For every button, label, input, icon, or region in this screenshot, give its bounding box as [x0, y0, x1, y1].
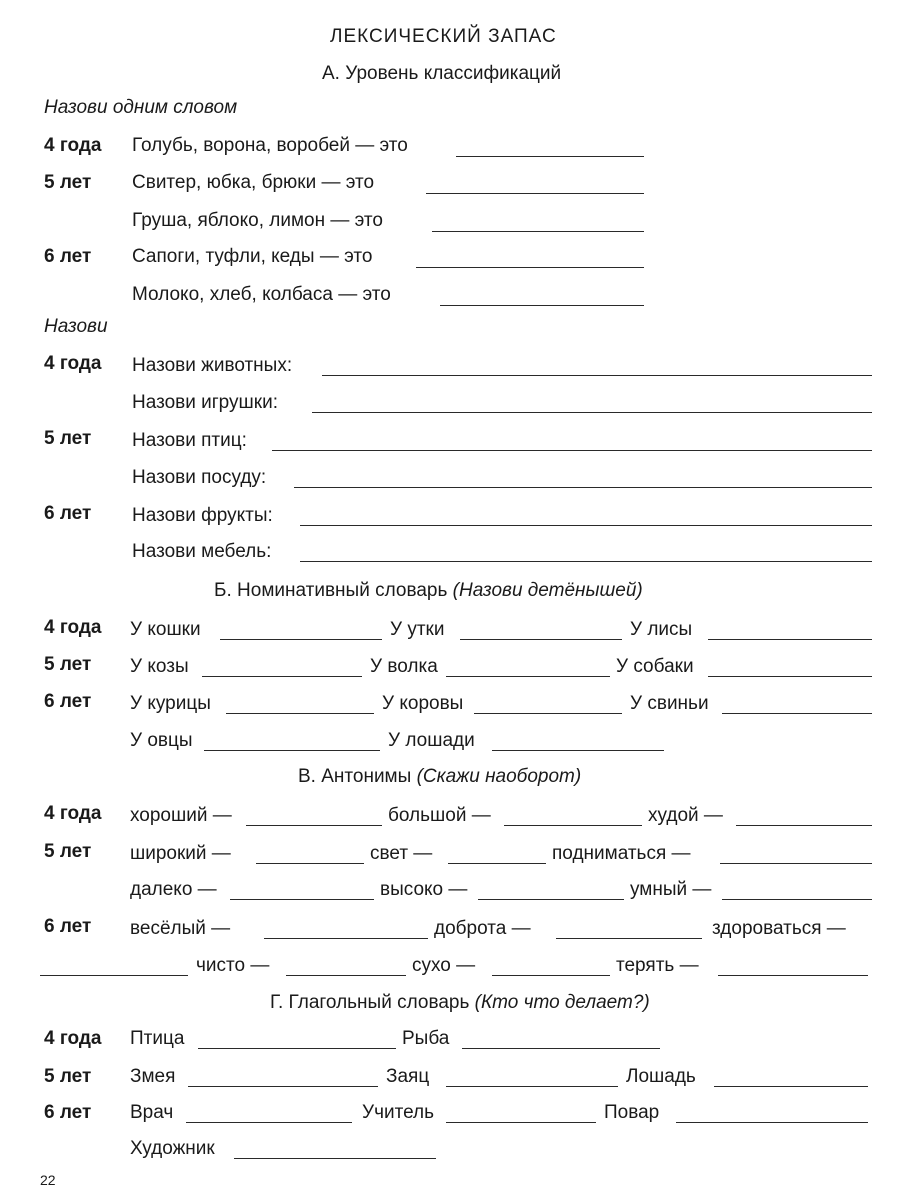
answer-line[interactable]	[300, 525, 872, 526]
prompt-text: Художник	[130, 1138, 215, 1159]
prompt-text: высоко —	[380, 879, 468, 900]
age-label: 6 лет	[44, 246, 92, 267]
prompt-text: У собаки	[616, 656, 694, 677]
age-label: 4 года	[44, 617, 102, 638]
answer-line[interactable]	[676, 1122, 868, 1123]
section-a-subheading-name: Назови	[44, 316, 108, 337]
section-b-heading	[214, 580, 643, 602]
prompt-text: чисто —	[196, 955, 270, 976]
section-a-heading: А. Уровень классификаций	[322, 63, 562, 84]
prompt-text: Назови посуду:	[132, 467, 267, 488]
answer-line[interactable]	[198, 1048, 396, 1049]
prompt-text: У коровы	[382, 693, 464, 714]
prompt-text: Повар	[604, 1102, 660, 1123]
answer-line[interactable]	[234, 1158, 436, 1159]
answer-line[interactable]	[300, 561, 872, 562]
answer-line[interactable]	[456, 156, 644, 157]
answer-line[interactable]	[230, 899, 374, 900]
prompt-text: Назови птиц:	[132, 430, 247, 451]
prompt-text: свет —	[370, 843, 433, 864]
answer-line[interactable]	[460, 639, 622, 640]
answer-line[interactable]	[722, 713, 872, 714]
prompt-text: Змея	[130, 1066, 176, 1087]
section-b-heading-note: (Назови детёнышей)	[452, 580, 643, 601]
age-label: 6 лет	[44, 1102, 92, 1123]
page-title: ЛЕКСИЧЕСКИЙ ЗАПАС	[330, 26, 557, 47]
prompt-text: Назови животных:	[132, 355, 293, 376]
prompt-text: У волка	[370, 656, 438, 677]
prompt-text: Врач	[130, 1102, 174, 1123]
answer-line[interactable]	[446, 676, 610, 677]
section-g-heading-note: (Кто что делает?)	[474, 992, 650, 1013]
prompt-text: Голубь, ворона, воробей — это	[132, 135, 408, 156]
answer-line[interactable]	[432, 231, 644, 232]
answer-line[interactable]	[272, 450, 872, 451]
prompt-text: широкий —	[130, 843, 231, 864]
prompt-text: терять —	[616, 955, 699, 976]
answer-line[interactable]	[474, 713, 622, 714]
section-v-heading-text: В. Антонимы	[298, 766, 412, 787]
prompt-text: У свиньи	[630, 693, 709, 714]
answer-line[interactable]	[322, 375, 872, 376]
age-label: 5 лет	[44, 654, 92, 675]
answer-line[interactable]	[416, 267, 644, 268]
answer-line[interactable]	[504, 825, 642, 826]
answer-line[interactable]	[294, 487, 872, 488]
prompt-text: У курицы	[130, 693, 211, 714]
section-v-heading-note: (Скажи наоборот)	[416, 766, 582, 787]
age-label: 5 лет	[44, 172, 92, 193]
age-label: 4 года	[44, 135, 102, 156]
answer-line[interactable]	[714, 1086, 868, 1087]
section-b-heading-text: Б. Номинативный словарь	[214, 580, 448, 601]
prompt-text: здороваться —	[712, 918, 846, 939]
answer-line[interactable]	[720, 863, 872, 864]
answer-line[interactable]	[440, 305, 644, 306]
prompt-text: доброта —	[434, 918, 531, 939]
prompt-text: Груша, яблоко, лимон — это	[132, 210, 383, 231]
age-label: 6 лет	[44, 503, 92, 524]
prompt-text: подниматься —	[552, 843, 691, 864]
answer-line[interactable]	[448, 863, 546, 864]
prompt-text: У кошки	[130, 619, 201, 640]
prompt-text: У лисы	[630, 619, 693, 640]
prompt-text: Сапоги, туфли, кеды — это	[132, 246, 373, 267]
prompt-text: Учитель	[362, 1102, 434, 1123]
prompt-text: Назови мебель:	[132, 541, 272, 562]
answer-line[interactable]	[492, 750, 664, 751]
prompt-text: далеко —	[130, 879, 217, 900]
age-label: 5 лет	[44, 1066, 92, 1087]
prompt-text: Лошадь	[626, 1066, 696, 1087]
answer-line[interactable]	[312, 412, 872, 413]
answer-line[interactable]	[256, 863, 364, 864]
prompt-text: Молоко, хлеб, колбаса — это	[132, 284, 391, 305]
answer-line[interactable]	[426, 193, 644, 194]
prompt-text: весёлый —	[130, 918, 231, 939]
answer-line[interactable]	[246, 825, 382, 826]
prompt-text: Рыба	[402, 1028, 450, 1049]
age-label: 5 лет	[44, 841, 92, 862]
age-label: 4 года	[44, 803, 102, 824]
page-number: 22	[40, 1172, 56, 1188]
prompt-text: большой —	[388, 805, 491, 826]
prompt-text: У козы	[130, 656, 189, 677]
answer-line[interactable]	[556, 938, 702, 939]
prompt-text: Птица	[130, 1028, 185, 1049]
answer-line[interactable]	[708, 639, 872, 640]
prompt-text: Назови фрукты:	[132, 505, 273, 526]
answer-line[interactable]	[446, 1122, 596, 1123]
answer-line[interactable]	[220, 639, 382, 640]
answer-line[interactable]	[204, 750, 380, 751]
section-a-subheading-one-word: Назови одним словом	[44, 97, 238, 118]
answer-line[interactable]	[286, 975, 406, 976]
prompt-text: Свитер, юбка, брюки — это	[132, 172, 375, 193]
prompt-text: Назови игрушки:	[132, 392, 278, 413]
prompt-text: умный —	[630, 879, 712, 900]
prompt-text: хороший —	[130, 805, 232, 826]
age-label: 6 лет	[44, 916, 92, 937]
answer-line[interactable]	[462, 1048, 660, 1049]
answer-line[interactable]	[708, 676, 872, 677]
answer-line[interactable]	[718, 975, 868, 976]
prompt-text: Заяц	[386, 1066, 430, 1087]
prompt-text: У лошади	[388, 730, 475, 751]
prompt-text: худой —	[648, 805, 723, 826]
answer-line[interactable]	[188, 1086, 378, 1087]
answer-line[interactable]	[722, 899, 872, 900]
answer-line[interactable]	[226, 713, 374, 714]
section-v-heading	[298, 766, 581, 788]
answer-line[interactable]	[492, 975, 610, 976]
age-label: 6 лет	[44, 691, 92, 712]
answer-line[interactable]	[446, 1086, 618, 1087]
answer-line[interactable]	[736, 825, 872, 826]
answer-line[interactable]	[478, 899, 624, 900]
answer-line[interactable]	[264, 938, 428, 939]
answer-line[interactable]	[186, 1122, 352, 1123]
age-label: 5 лет	[44, 428, 92, 449]
section-g-heading-text: Г. Глагольный словарь	[270, 992, 470, 1013]
section-g-heading	[270, 992, 650, 1014]
answer-line[interactable]	[202, 676, 362, 677]
prompt-text: У овцы	[130, 730, 193, 751]
prompt-text: У утки	[390, 619, 445, 640]
age-label: 4 года	[44, 353, 102, 374]
age-label: 4 года	[44, 1028, 102, 1049]
answer-line[interactable]	[40, 975, 188, 976]
prompt-text: сухо —	[412, 955, 476, 976]
